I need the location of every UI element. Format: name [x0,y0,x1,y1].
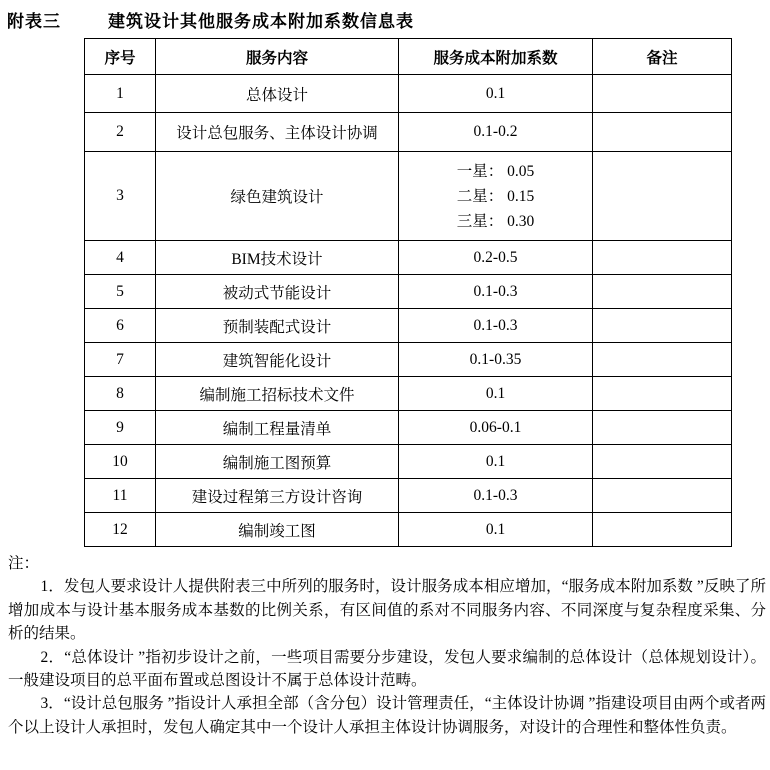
cell-no: 2 [85,113,156,152]
col-header-remark: 备注 [593,39,732,75]
cell-service: 建设过程第三方设计咨询 [156,479,399,513]
col-header-no: 序号 [85,39,156,75]
cell-no: 11 [85,479,156,513]
title-text: 建筑设计其他服务成本附加系数信息表 [108,12,414,31]
cell-remark [593,479,732,513]
cell-no: 6 [85,309,156,343]
cell-service: 建筑智能化设计 [156,343,399,377]
table-row [85,377,732,411]
col-header-coefficient: 服务成本附加系数 [399,39,593,75]
notes-section [8,552,766,739]
cell-remark [593,75,732,113]
note-item-2: 2．“总体设计 ”指初步设计之前，一些项目需要分步建设，发包人要求编制的总体设计（总体规划设计）。一般建设项目的总平面布置或总图设计不属于总体设计范畴。 [8,648,766,690]
notes-label: 注： [8,555,40,572]
cell-no: 3 [85,152,156,241]
table-row [85,75,732,113]
cell-coefficient: 0.1-0.3 [399,479,593,513]
table-row [85,275,732,309]
table-row [85,411,732,445]
cell-coefficient: 0.1-0.2 [399,113,593,152]
cell-coefficient: 0.2-0.5 [399,241,593,275]
cell-no: 8 [85,377,156,411]
col-header-service: 服务内容 [156,39,399,75]
cell-remark [593,343,732,377]
cell-remark [593,152,732,241]
cell-service: 编制施工招标技术文件 [156,377,399,411]
table-row [85,113,732,152]
cell-no: 12 [85,513,156,547]
note-item-3: 3．“设计总包服务 ”指设计人承担全部（含分包）设计管理责任，“主体设计协调 ”指建设项目由两个或者两个以上设计人承担时，发包人确定其中一个设计人承担主体设计协调服务，对设计的合理性和整体性负责。 [8,695,766,736]
cell-no: 10 [85,445,156,479]
table-row [85,152,732,241]
cell-no: 1 [85,75,156,113]
cell-coefficient: 0.1 [399,513,593,547]
cell-remark [593,513,732,547]
cell-coefficient: 0.1 [399,75,593,113]
cell-service: 绿色建筑设计 [156,152,399,241]
cell-coefficient: 0.1 [399,445,593,479]
cell-coefficient: 0.1 [399,377,593,411]
cell-service: 被动式节能设计 [156,275,399,309]
star-coefficient-lines: 一星： 0.05 二星： 0.15 三星： 0.30 [456,162,535,230]
title-label: 附表三 [7,12,61,31]
cell-service: 预制装配式设计 [156,309,399,343]
cell-remark [593,241,732,275]
table-header-row [85,39,732,75]
cell-no: 4 [85,241,156,275]
cell-coefficient: 0.1-0.3 [399,309,593,343]
table-row [85,241,732,275]
cell-service: 设计总包服务、主体设计协调 [156,113,399,152]
table-row [85,479,732,513]
cell-service: 编制竣工图 [156,513,399,547]
cell-coefficient [399,152,593,241]
cell-no: 9 [85,411,156,445]
cell-coefficient: 0.1-0.3 [399,275,593,309]
coefficient-table [84,38,732,547]
cell-service: 编制施工图预算 [156,445,399,479]
table-row [85,513,732,547]
cell-coefficient: 0.1-0.35 [399,343,593,377]
table-row [85,445,732,479]
cell-no: 5 [85,275,156,309]
note-item-1: 1．发包人要求设计人提供附表三中所列的服务时，设计服务成本相应增加，“服务成本附加系数 ”反映了所增加成本与设计基本服务成本基数的比例关系，有区间值的系对不同服务内容、不同深度与复杂程度采集、分析的结果。 [8,578,766,643]
document-title [7,7,770,32]
cell-service: 编制工程量清单 [156,411,399,445]
table-row [85,309,732,343]
cell-remark [593,411,732,445]
cell-coefficient: 0.06-0.1 [399,411,593,445]
table-row [85,343,732,377]
cell-remark [593,377,732,411]
cell-remark [593,445,732,479]
cell-remark [593,113,732,152]
cell-remark [593,309,732,343]
cell-remark [593,275,732,309]
cell-service: BIM技术设计 [156,241,399,275]
cell-service: 总体设计 [156,75,399,113]
cell-no: 7 [85,343,156,377]
